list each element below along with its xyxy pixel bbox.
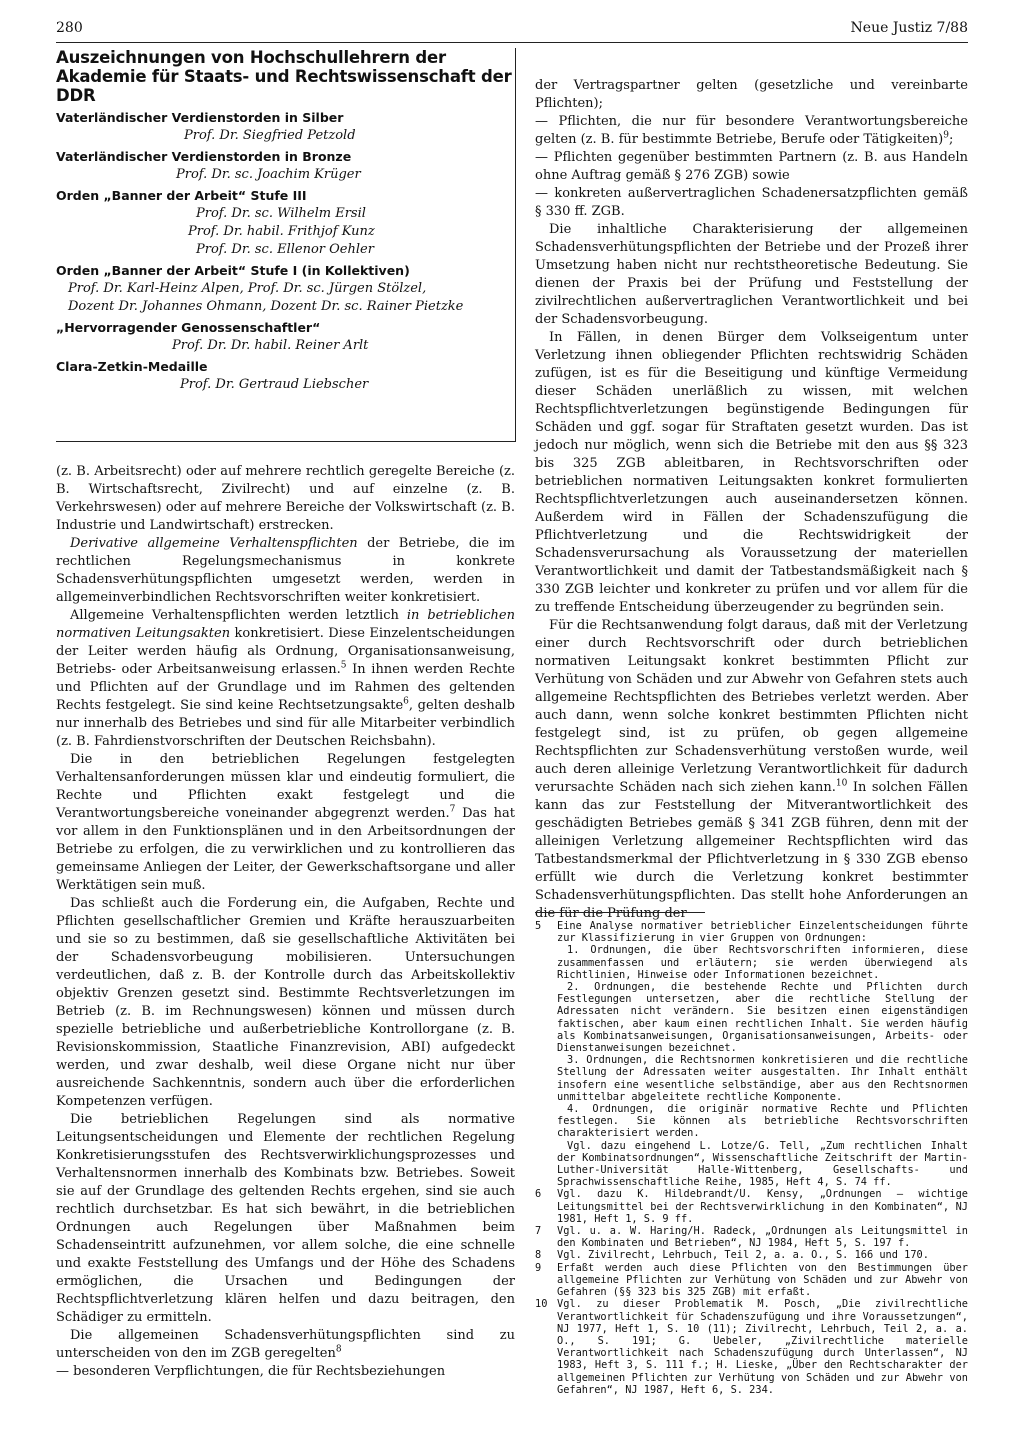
paragraph: der Vertragspartner gelten (gesetzliche und vereinbarte Pflichten); <box>535 78 968 111</box>
paragraph: Das schließt auch die Forderung ein, die Aufgaben, Rechte und Pflichten gesellschaftlicher Gremien und Kräfte herauszuarbeiten und sie so zu bestimmen, daß sie gesellschaftliche Aktivitäten bei der Schadensvorbeugung mobilisieren. Untersuchungen verdeutlichen, daß z. B. der Kontrolle durch das Arbeitskollektiv objektiv Grenzen gesetzt sind. Bestimmte Rechtsverletzungen im Betrieb (z. B. im Rechnungswesen) können und müssen durch spezielle betriebliche und außerbetriebliche Kontrollorgane (z. B. Revisionskommission, Staatliche Finanzrevision, ABI) aufgedeckt werden, und zwar deshalb, weil diese Organe nicht nur über ausreichende Sachkenntnis, sondern auch über die erforderlichen Kompetenzen verfügen. <box>56 896 515 1109</box>
footnote-text: Eine Analyse normativer betrieblicher Einzelentscheidungen führte zur Klassifizierung in vier Gruppen von Ordnungen: <box>557 920 968 945</box>
footnote-text: 4. Ordnungen, die originär normative Rechte und Pflichten festlegen. Sie können als betriebliche Rechtsvorschriften charakterisiert werden. <box>557 1103 968 1140</box>
paragraph: Die inhaltliche Charakterisierung der allgemeinen Schadensverhütungspflichten der Betriebe und der Prozeß ihrer Umsetzung haben nicht nur rechtstheoretische Bedeutung. Sie dienen der Praxis bei der Prüfung und Feststellung der zivilrechtlichen außervertraglichen Verantwortlichkeit und bei der Schadensvorbeugung. <box>535 222 968 327</box>
footnote-number: 5 <box>535 920 542 932</box>
recipient: Prof. Dr. Dr. habil. Reiner Arlt <box>172 338 369 353</box>
running-header <box>56 20 968 40</box>
footnote-ref: 9 <box>943 130 949 141</box>
award-name: Orden „Banner der Arbeit“ Stufe III <box>56 188 307 203</box>
footnote-ref: 5 <box>340 660 347 671</box>
award-recipients <box>56 337 515 355</box>
header-rule <box>56 42 968 43</box>
paragraph-text: Die allgemeinen Schadensverhütungspflichten sind zu unterscheiden von den im ZGB geregelten <box>56 1328 515 1361</box>
recipient: Prof. Dr. Karl-Heinz Alpen, Prof. Dr. sc. Jürgen Stölzel, <box>68 281 427 296</box>
emphasis: in betrieblichen normativen Leitungsakten <box>56 608 515 641</box>
footnote-number: 6 <box>535 1188 542 1201</box>
footnote-ref: 8 <box>335 1344 342 1355</box>
paragraph <box>56 535 515 607</box>
award-name: Vaterländischer Verdienstorden in Bronze <box>56 149 352 164</box>
page-number: 280 <box>56 20 83 36</box>
footnote-text: Vgl. u. a. W. Haring/H. Radeck, „Ordnungen als Leitungsmittel in den Kombinaten und Betrieben“, NJ 1984, Heft 5, S. 197 f. <box>557 1225 968 1250</box>
paragraph-text: der Betriebe, die im rechtlichen Regelungsmechanismus in konkrete Schadensverhütungspflichten umgesetzt werden, werden in allgemeinverbindlichen Rechtsvorschriften weiter konkretisiert. <box>56 536 515 605</box>
footnote-number: 7 <box>535 1225 542 1238</box>
list-item: — konkreten außervertraglichen Schadenersatzpflichten gemäß § 330 ff. ZGB. <box>535 186 968 219</box>
right-column <box>535 77 968 923</box>
award-name: Clara-Zetkin-Medaille <box>56 359 208 374</box>
footnote-ref: 7 <box>449 804 456 815</box>
award-recipients <box>56 280 515 316</box>
left-column <box>56 463 515 1381</box>
paragraph-text: — Pflichten, die nur für besondere Verantwortungsbereiche gelten (z. B. für bestimmte Betriebe, Berufe oder Tätigkeiten) <box>535 114 968 147</box>
paragraph: (z. B. Arbeitsrecht) oder auf mehrere rechtlich geregelte Bereiche (z. B. Wirtschaftsrecht, Zivilrecht) und auf einzelne (z. B. Verkehrswesen) oder auf mehrere Bereiche der Volkswirtschaft (z. B. Industrie und Landwirtschaft) erstrecken. <box>56 464 515 533</box>
paragraph: Die betrieblichen Regelungen sind als normative Leitungsentscheidungen und Elemente der rechtlichen Regelung Konkretisierungsstufen des Rechtsverwirklichungsprozesses und Verhaltensnormen innerhalb des Kombinats bzw. Betriebes. Soweit sie auf der Grundlage des geltenden Rechts ergehen, sind sie auch rechtlich durchsetzbar. Es hat sich bewährt, in die betrieblichen Ordnungen auch Regelungen über Maßnahmen beim Schadenseintritt aufzunehmen, vor allem solche, die eine schnelle und exakte Feststellung des Umfangs und der Höhe des Schadens ermöglichen, die Ursachen und Bedingungen der Rechtspflichtverletzung klären helfen und dazu beitragen, den Schädiger zu ermitteln. <box>56 1112 515 1325</box>
paragraph-text: , gelten deshalb nur innerhalb des Betriebes und sind für alle Mitarbeiter verbindlich (z. B. Fahrdienstvorschriften der Deutschen Reichsbahn). <box>56 698 516 749</box>
recipient: Prof. Dr. Siegfried Petzold <box>184 128 356 143</box>
award-recipients <box>56 205 515 259</box>
award-recipients <box>56 127 515 145</box>
footnote-ref: 10 <box>835 778 848 789</box>
footnote-text: Erfaßt werden auch diese Pflichten von den Bestimmungen über allgemeine Pflichten zur Verhütung von Schäden und zur Abwehr von Gefahren (§§ 323 bis 325 ZGB) mit erfaßt. <box>557 1261 968 1299</box>
footnote-text: Vgl. zu dieser Problematik M. Posch, „Die zivilrechtliche Verantwortlichkeit für Schadenszufügung und ihre Voraussetzungen“, NJ 1977, Heft 1, S. 10 (11); Zivilrecht, Lehrbuch, Teil 2, a. a. O., S. 191; G. Uebeler, „Zivilrechtliche materielle Verantwortlichkeit nach Schadenszufügung durch Unterlassen“, NJ 1983, Heft 3, S. 111 f.; H. Lieske, „Über den Rechtscharakter der allgemeinen Pflichten zur Verhütung von Schäden und zur Abwehr von Gefahren“, NJ 1987, Heft 6, S. 234. <box>557 1298 968 1396</box>
recipient: Dozent Dr. Johannes Ohmann, Dozent Dr. sc. Rainer Pietzke <box>68 299 464 314</box>
recipient: Prof. Dr. sc. Ellenor Oehler <box>196 242 374 257</box>
footnote <box>535 1262 968 1299</box>
footnote-text: 3. Ordnungen, die Rechtsnormen konkretisieren und die rechtliche Stellung der Adressaten weiter ausgestalten. Ihr Inhalt enthält insofern eine wesentliche selbständige, aber aus den Rechtsnormen unmittelbar abgeleitete rechtliche Komponente. <box>557 1054 968 1103</box>
footnote-text: 1. Ordnungen, die über Rechtsvorschriften informieren, diese zusammenfassen und erläutern; sie werden überwiegend als Richtlinien, Hinweise oder Informationen bezeichnet. <box>557 944 968 981</box>
paragraph-text: Die in den betrieblichen Regelungen festgelegten Verhaltensanforderungen müssen klar und eindeutig formuliert, die Rechte und Pflichten exakt festgelegt und die Verantwortungsbereiche voneinander abgegrenzt werden. <box>56 752 515 821</box>
paragraph-text: Allgemeine Verhaltenspflichten werden letztlich <box>70 608 407 623</box>
footnote-number: 10 <box>535 1298 548 1311</box>
award-recipients <box>56 166 515 184</box>
footnote-number: 9 <box>535 1261 542 1274</box>
paragraph: In Fällen, in denen Bürger dem Volkseigentum unter Verletzung ihnen obliegender Pflichten rechtswidrig Schäden zufügen, ist es für die Beseitigung und künftige Vermeidung dieser Schäden unerläßlich zu wissen, mit welchen Rechtspflichtverletzungen begünstigende Bedingungen für Schäden und ggf. sogar für Straftaten gesetzt wurden. Das ist jedoch nur möglich, wenn sich die Betriebe mit den aus §§ 323 bis 325 ZGB ableitbaren, in Rechtsvorschriften oder betrieblichen normativen Leitungsakten konkret formulierten Rechtspflichtverletzungen auch auseinandersetzen können. Außerdem wird in Fällen der Schadenszufügung die Pflichtverletzung und die Rechtswidrigkeit der Schadensverursachung als Voraussetzung der materiellen Verantwortlichkeit und damit der Tatbestandsmäßigkeit nach § 330 ZGB leichter und konkreter zu prüfen und vor allem für die zu treffende Entscheidung überzeugender zu begründen sein. <box>535 330 968 615</box>
paragraph <box>56 751 515 895</box>
recipient: Prof. Dr. sc. Joachim Krüger <box>176 167 361 182</box>
emphasis: Derivative allgemeine Verhaltenspflichten <box>70 536 358 551</box>
list-item: — Pflichten gegenüber bestimmten Partnern (z. B. aus Handeln ohne Auftrag gemäß § 276 ZGB) sowie <box>535 150 968 183</box>
awards-box <box>56 48 516 442</box>
paragraph <box>56 607 515 751</box>
paragraph <box>56 1327 515 1363</box>
footnotes <box>535 920 968 1396</box>
paragraph-text: Das hat vor allem in den Funktionsplänen und in den Arbeitsordnungen der Betriebe zu erfolgen, die zu verwirklichen und zu kontrollieren das gemeinsame Anliegen der Leiter, der Gewerkschaftsorgane und aller Werktätigen sein muß. <box>56 806 515 893</box>
footnote <box>535 1298 968 1396</box>
recipient: Prof. Dr. Gertraud Liebscher <box>180 377 369 392</box>
award-name: „Hervorragender Genossenschaftler“ <box>56 320 321 335</box>
footnote-number: 8 <box>535 1249 542 1262</box>
journal-issue: Neue Justiz 7/88 <box>850 20 968 36</box>
awards-title: Auszeichnungen von Hochschullehrern der Akademie für Staats- und Rechtswissenschaft der DDR <box>56 48 512 105</box>
footnote-text: Vgl. dazu eingehend L. Lotze/G. Tell, „Zum rechtlichen Inhalt der Kombinatsordnungen“, Wissenschaftliche Zeitschrift der Martin-Luther-Universität Halle-Wittenberg, Gesellschafts- und Sprachwissenschaftliche Reihe, 1985, Heft 4, S. 74 ff. <box>557 1139 968 1189</box>
paragraph-text: konkretisiert. Diese Einzelentscheidungen der Leiter werden häufig als Ordnung, Organisationsanweisung, Betriebs- oder Arbeitsanweisung erlassen. <box>56 626 516 677</box>
paragraph-text: In ihnen werden Rechte und Pflichten auf der Grundlage und im Rahmen des geltenden Rechts festgelegt. Sie sind keine Rechtsetzungsakte <box>56 662 515 713</box>
footnote <box>535 1225 968 1249</box>
footnote-ref: 6 <box>403 696 409 707</box>
award-recipients <box>56 376 515 394</box>
footnote-text: Vgl. Zivilrecht, Lehrbuch, Teil 2, a. a. O., S. 166 und 170. <box>557 1249 929 1262</box>
recipient: Prof. Dr. sc. Wilhelm Ersil <box>196 206 366 221</box>
list-item: — besonderen Verpflichtungen, die für Rechtsbeziehungen <box>56 1364 446 1379</box>
list-item <box>535 113 968 149</box>
award-name: Orden „Banner der Arbeit“ Stufe I (in Kollektiven) <box>56 263 410 278</box>
footnote <box>535 1249 968 1261</box>
paragraph-text: Für die Rechtsanwendung folgt daraus, daß mit der Verletzung einer durch Rechtsvorschrift oder durch betrieblichen normativen Leitungsakt konkret bestimmten Pflicht zur Verhütung von Schäden und zur Abwehr von Gefahren stets auch allgemeine Rechtspflichten des Betriebes verletzt werden. Aber auch dann, wenn solche konkret bestimmten Pflichten nicht festgelegt sind, ist zu prüfen, ob gegen allgemeine Rechtspflichten zur Schadensverhütung verstoßen wurde, weil auch deren alleinige Verletzung Verantwortlichkeit für dadurch verursachte Schäden nach sich ziehen kann. <box>535 618 968 795</box>
paragraph-text: In solchen Fällen kann das zur Feststellung der Mitverantwortlichkeit des geschädigten Betriebes gemäß § 341 ZGB führen, denn mit der alleinigen Verletzung allgemeiner Rechtspflichten wird das Tatbestandsmerkmal der Pflichtverletzung in § 330 ZGB ebenso erfüllt wie durch die Verletzung konkret bestimmter Schadensverhütungspflichten. Das stellt hohe Anforderungen an die für die Prüfung der <box>535 780 968 921</box>
paragraph-text: ; <box>948 132 954 147</box>
footnote-text: 2. Ordnungen, die bestehende Rechte und Pflichten durch Festlegungen untersetzen, aber die rechtliche Stellung der Adressaten nicht verändern. Sie besitzen einen eigenständigen faktischen, aber kaum einen rechtlichen Inhalt. Sie werden häufig als Kombinatsanweisungen, Organisationsanweisungen, Arbeits- oder Dienstanweisungen bezeichnet. <box>557 981 968 1055</box>
recipient: Prof. Dr. habil. Frithjof Kunz <box>188 224 375 239</box>
award-name: Vaterländischer Verdienstorden in Silber <box>56 110 344 125</box>
footnote-text: Vgl. dazu K. Hildebrandt/U. Kensy, „Ordnungen – wichtige Leitungsmittel bei der Rechtsverwirklichung in den Kombinaten“, NJ 1981, Heft 1, S. 9 ff. <box>557 1188 968 1225</box>
footnote-rule <box>535 912 705 913</box>
paragraph <box>535 617 968 923</box>
footnote <box>535 1188 968 1225</box>
footnote <box>535 920 968 1188</box>
